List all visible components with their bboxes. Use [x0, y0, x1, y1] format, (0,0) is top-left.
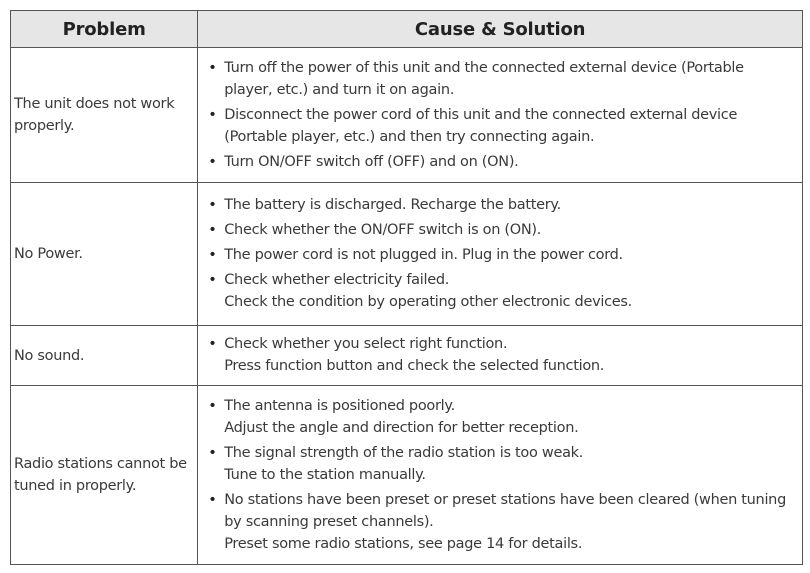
solution-cell	[198, 183, 803, 326]
solution-list	[208, 395, 794, 555]
troubleshooting-table	[10, 10, 803, 565]
solution-cell	[198, 48, 803, 183]
table-row	[11, 48, 803, 183]
solution-item	[208, 244, 794, 266]
solution-item	[208, 219, 794, 241]
solution-text: The power cord is not plugged in. Plug in the power cord.	[224, 247, 623, 263]
table-row	[11, 326, 803, 386]
solution-list	[208, 333, 794, 377]
solution-item	[208, 269, 794, 313]
solution-text: Check whether electricity failed.	[224, 272, 450, 288]
solution-cell	[198, 326, 803, 386]
bullet-icon: •	[208, 397, 217, 414]
bullet-icon: •	[208, 197, 217, 213]
solution-list	[208, 194, 794, 313]
table-header-row	[11, 11, 803, 48]
solution-text: Adjust the angle and direction for better reception.	[224, 419, 579, 436]
solution-list	[208, 57, 794, 173]
solution-text: Disconnect the power cord of this unit and the connected external device (Portable player, etc.) and then try connecting again.	[224, 106, 738, 145]
solution-text: Check whether you select right function.	[224, 336, 508, 352]
solution-text: Turn off the power of this unit and the connected external device (Portable player, etc.) and turn it on again.	[224, 59, 744, 98]
bullet-icon: •	[208, 222, 217, 238]
solution-item	[208, 151, 794, 173]
solution-text: Press function button and check the selected function.	[224, 358, 605, 374]
bullet-icon: •	[208, 153, 217, 170]
solution-text: Check whether the ON/OFF switch is on (ON).	[224, 222, 542, 238]
header-cause-solution: Cause & Solution	[198, 11, 803, 48]
solution-text: The antenna is positioned poorly.	[224, 397, 455, 414]
solution-cell	[198, 386, 803, 565]
problem-cell: No Power.	[11, 183, 198, 326]
table-row	[11, 183, 803, 326]
bullet-icon: •	[208, 106, 217, 123]
solution-text: Tune to the station manually.	[224, 466, 426, 483]
problem-cell: No sound.	[11, 326, 198, 386]
solution-text: Preset some radio stations, see page 14 for details.	[224, 535, 583, 552]
solution-text: Turn ON/OFF switch off (OFF) and on (ON).	[224, 153, 519, 170]
solution-item	[208, 442, 794, 486]
bullet-icon: •	[208, 336, 217, 352]
solution-item	[208, 333, 794, 377]
bullet-icon: •	[208, 59, 217, 76]
problem-cell: Radio stations cannot be tuned in properly.	[11, 386, 198, 565]
header-problem: Problem	[11, 11, 198, 48]
solution-text: The battery is discharged. Recharge the battery.	[224, 197, 561, 213]
solution-item	[208, 194, 794, 216]
solution-text: Check the condition by operating other electronic devices.	[224, 294, 632, 310]
solution-item	[208, 57, 794, 101]
table-row	[11, 386, 803, 565]
solution-item	[208, 104, 794, 148]
solution-text: No stations have been preset or preset stations have been cleared (when tuning by scanning preset channels).	[224, 491, 786, 530]
problem-cell: The unit does not work properly.	[11, 48, 198, 183]
bullet-icon: •	[208, 247, 217, 263]
bullet-icon: •	[208, 444, 217, 461]
bullet-icon: •	[208, 491, 217, 508]
solution-item	[208, 395, 794, 439]
bullet-icon: •	[208, 272, 217, 288]
solution-item	[208, 489, 794, 555]
solution-text: The signal strength of the radio station is too weak.	[224, 444, 584, 461]
